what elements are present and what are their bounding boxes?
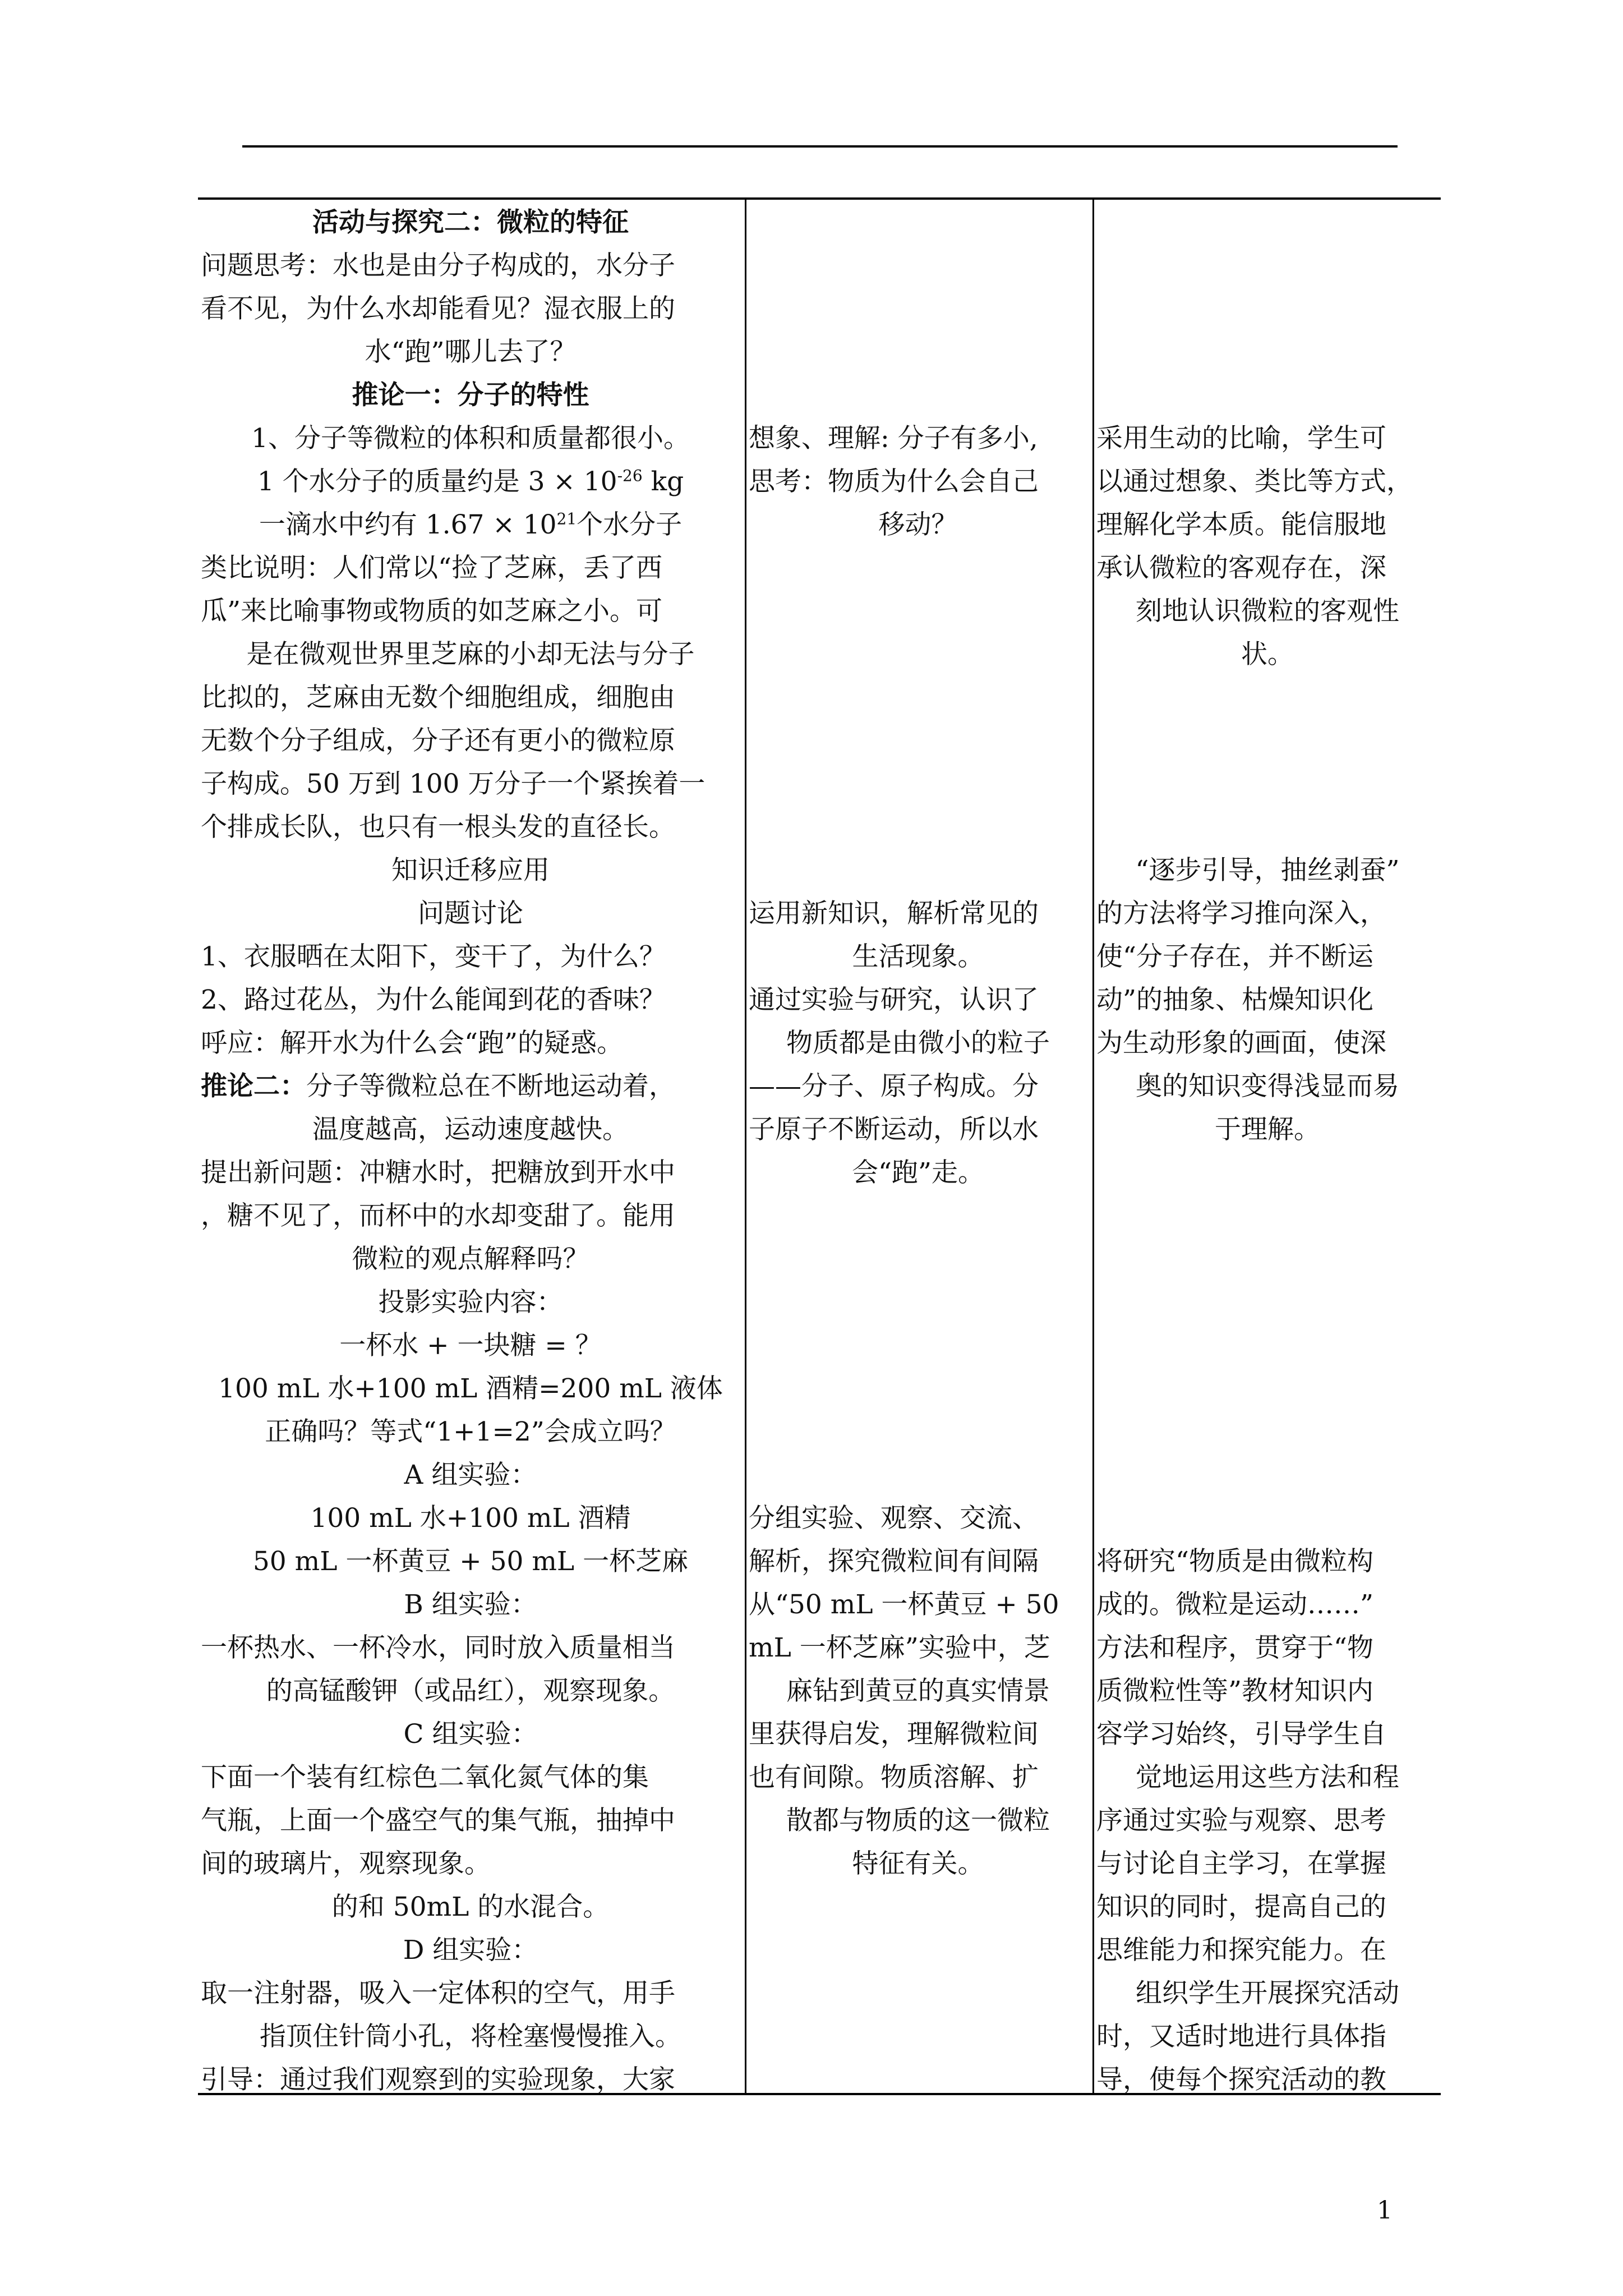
content-line: 指顶住针筒小孔，将栓塞慢慢推入。 [260,2021,681,2052]
design-intent-column [1096,201,1438,2101]
content-line: 1、分子等微粒的体积和质量都很小。 [251,423,690,454]
activity-line: 里获得启发，理解微粒间 [749,1719,1039,1750]
teaching-content-column [201,201,740,2101]
content-line: 子构成。50 万到 100 万分子一个紧挨着一 [201,769,706,799]
content-line: 1、衣服晒在太阳下，变干了，为什么？ [201,941,666,972]
content-line: 比拟的，芝麻由无数个细胞组成，细胞由 [201,682,675,713]
activity-line: 子原子不断运动，所以水 [749,1114,1039,1145]
column-divider-1 [745,197,746,2095]
question-line: 问题思考：水也是由分子构成的，水分子 [201,250,675,281]
content-line: 呼应：解开水为什么会“跑”的疑惑。 [201,1028,624,1059]
question-line: 看不见，为什么水却能看见？湿衣服上的 [201,293,675,324]
activity-line: 也有间隙。物质溶解、扩 [749,1762,1039,1793]
inference-one-heading: 推论一：分子的特性 [352,380,589,411]
content-line: 投影实验内容： [378,1287,563,1318]
group-b-heading: B 组实验： [404,1589,537,1620]
content-line: 一杯水 + 一块糖 = ？ [339,1330,602,1361]
content-line: 50 mL 一杯黄豆 + 50 mL 一杯芝麻 [252,1546,689,1577]
intent-line: 于理解。 [1215,1114,1320,1145]
activity-line: 移动？ [878,509,958,540]
intent-line: 采用生动的比喻，学生可 [1096,423,1386,454]
group-a-heading: A 组实验： [404,1460,537,1490]
content-line: 引导：通过我们观察到的实验现象，大家 [201,2064,675,2095]
activity-line: 通过实验与研究，认识了 [749,984,1039,1015]
page-number: 1 [1377,2196,1393,2225]
intent-line: 序通过实验与观察、思考 [1096,1805,1386,1836]
intent-line: 理解化学本质。能信服地 [1096,509,1386,540]
student-activity-column [749,201,1087,1885]
content-line: 2、路过花丛，为什么能闻到花的香味？ [201,984,666,1015]
intent-line: 导，使每个探究活动的教 [1096,2064,1386,2095]
content-line: 温度越高，运动速度越快。 [312,1114,629,1145]
activity-line: 运用新知识，解析常见的 [749,898,1039,929]
content-line: 瓜”来比喻事物或物质的如芝麻之小。可 [201,596,663,627]
activity-line: 想象、理解: 分子有多小, [749,423,1038,454]
content-line: 无数个分子组成，分子还有更小的微粒原 [201,725,675,756]
intent-line: “逐步引导，抽丝剥蚕” [1135,855,1400,886]
content-line: 100 mL 水+100 mL 酒精 [310,1503,631,1534]
content-line: 微粒的观点解释吗？ [352,1244,589,1274]
molecule-mass-line: 1 个水分子的质量约是 $3 \times 10^{-26}$ kg [257,466,684,497]
content-line: 的和 50mL 的水混合。 [331,1892,610,1922]
intent-line: 以通过想象、类比等方式， [1096,466,1413,497]
content-line: ，糖不见了，而杯中的水却变甜了。能用 [201,1200,675,1231]
content-line: 取一注射器，吸入一定体积的空气，用手 [201,1978,675,2009]
activity-line: 麻钻到黄豆的真实情景 [786,1676,1050,1706]
content-line: 正确吗？等式“1+1=2”会成立吗？ [265,1416,676,1447]
intent-line: 将研究“物质是由微粒构 [1096,1546,1374,1577]
content-line: 是在微观世界里芝麻的小却无法与分子 [246,639,695,670]
intent-line: 为生动形象的画面，使深 [1096,1028,1386,1059]
activity-line: 解析，探究微粒间有间隔 [749,1546,1039,1577]
group-c-heading: C 组实验： [403,1719,538,1750]
content-line: 提出新问题：冲糖水时，把糖放到开水中 [201,1157,675,1188]
intent-line: 知识的同时，提高自己的 [1096,1892,1386,1922]
intent-line: 奥的知识变得浅显而易 [1136,1071,1399,1102]
intent-line: 动”的抽象、枯燥知识化 [1096,984,1374,1015]
intent-line: 成的。微粒是运动……” [1096,1589,1374,1620]
activity-line: 分组实验、观察、交流、 [749,1503,1039,1534]
question-line: 水“跑”哪儿去了？ [365,337,577,367]
activity-line: 特征有关。 [852,1848,984,1879]
intent-line: 使“分子存在，并不断运 [1096,941,1374,972]
activity-line: mL 一杯芝麻”实验中，芝 [749,1632,1050,1663]
molecule-count-line: 一滴水中约有 $1.67 \times 10^{21}$个水分子 [259,509,683,540]
group-d-heading: D 组实验： [403,1935,538,1966]
intent-line: 思维能力和探究能力。在 [1096,1935,1386,1966]
intent-line: 刻地认识微粒的客观性 [1136,596,1399,627]
intent-line: 状。 [1241,639,1294,670]
discussion-heading: 问题讨论 [418,898,523,929]
intent-line: 的方法将学习推向深入， [1096,898,1386,929]
content-line: 气瓶，上面一个盛空气的集气瓶，抽掉中 [201,1805,675,1836]
knowledge-transfer-heading: 知识迁移应用 [391,855,550,886]
activity-line: 散都与物质的这一微粒 [786,1805,1050,1836]
intent-line: 承认微粒的客观存在，深 [1096,553,1386,583]
activity-line: ——分子、原子构成。分 [749,1071,1039,1102]
content-line: 下面一个装有红棕色二氧化氮气体的集 [201,1762,649,1793]
activity-line: 思考：物质为什么会自己 [749,466,1039,497]
intent-line: 质微粒性等”教材知识内 [1096,1676,1374,1706]
intent-line: 方法和程序，贯穿于“物 [1096,1632,1374,1663]
content-line: 类比说明：人们常以“捡了芝麻，丢了西 [201,553,663,583]
content-line: 间的玻璃片，观察现象。 [201,1848,491,1879]
activity-line: 物质都是由微小的粒子 [786,1028,1050,1059]
intent-line: 容学习始终，引导学生自 [1096,1719,1386,1750]
activity-line: 生活现象。 [852,941,984,972]
header-rule [242,145,1398,148]
content-line: 个排成长队，也只有一根头发的直径长。 [201,812,675,843]
content-line: 一杯热水、一杯冷水，同时放入质量相当 [201,1632,675,1663]
inference-two-line: 推论二：分子等微粒总在不断地运动着， [201,1071,675,1102]
activity-line: 会“跑”走。 [851,1157,985,1188]
section-title: 活动与探究二：微粒的特征 [312,207,629,238]
intent-line: 组织学生开展探究活动 [1136,1978,1399,2009]
intent-line: 与讨论自主学习，在掌握 [1096,1848,1386,1879]
column-divider-2 [1092,197,1094,2095]
activity-line: 从“50 mL 一杯黄豆 + 50 [749,1589,1059,1620]
content-line: 的高锰酸钾（或品红），观察现象。 [266,1676,675,1706]
content-line: 100 mL 水+100 mL 酒精=200 mL 液体 [218,1373,723,1404]
intent-line: 觉地运用这些方法和程 [1136,1762,1399,1793]
intent-line: 时，又适时地进行具体指 [1096,2021,1386,2052]
